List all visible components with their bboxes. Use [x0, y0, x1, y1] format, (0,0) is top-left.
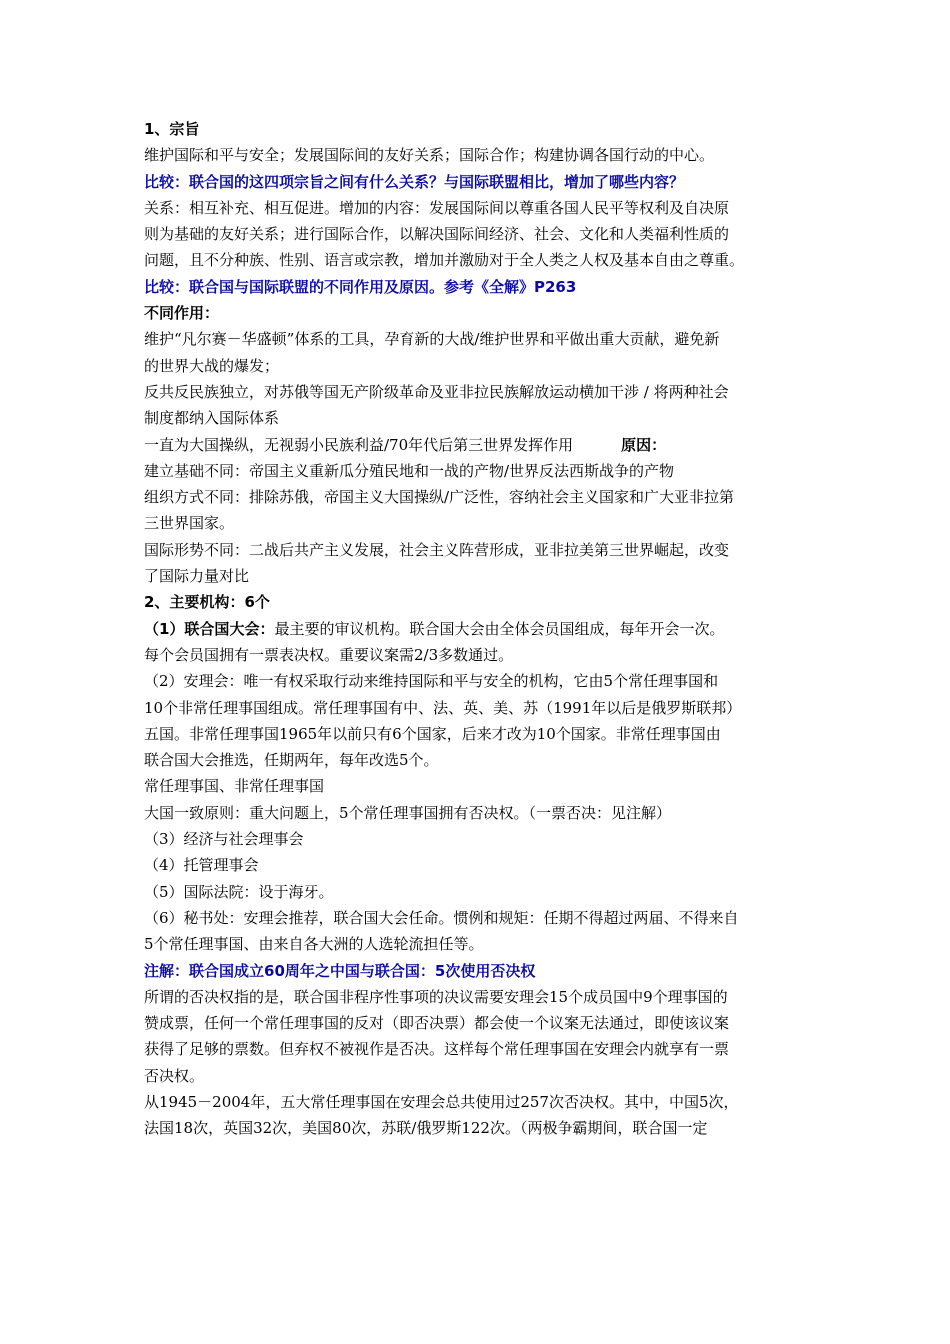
paragraph-line: 联合国大会推选，任期两年，每年改选5个。 — [144, 751, 439, 770]
paragraph-line: 的世界大战的爆发； — [144, 356, 280, 375]
paragraph-line: 了国际力量对比 — [144, 567, 250, 586]
paragraph-line: 大国一致原则：重大问题上，5个常任理事国拥有否决权。（一票否决：见注解） — [144, 803, 672, 822]
item-heading: （1）联合国大会： — [144, 619, 275, 638]
paragraph-line: 维护“凡尔赛－华盛顿”体系的工具，孕育新的大战/维护世界和平做出重大贡献，避免新 — [144, 330, 720, 349]
paragraph-line: 五国。非常任理事国1965年以前只有6个国家，后来才改为10个国家。非常任理事国由 — [144, 724, 721, 743]
paragraph-line: 赞成票，任何一个常任理事国的反对（即否决票）都会使一个议案无法通过，即使该议案 — [144, 1014, 730, 1033]
paragraph-line: 反共反民族独立，对苏俄等国无产阶级革命及亚非拉民族解放运动横加干涉 / 将两种社会 — [144, 382, 729, 401]
question-heading: 比较：联合国的这四项宗旨之间有什么关系？与国际联盟相比，增加了哪些内容？ — [144, 172, 685, 191]
paragraph-line: （2）安理会：唯一有权采取行动来维持国际和平与安全的机构，它由5个常任理事国和 — [144, 672, 719, 691]
paragraph-line: 5个常任理事国、由来自各大洲的人选轮流担任等。 — [144, 935, 484, 954]
paragraph-line: 获得了足够的票数。但弃权不被视作是否决。这样每个常任理事国在安理会内就享有一票 — [144, 1040, 730, 1059]
paragraph-line: 从1945－2004年，五大常任理事国在安理会总共使用过257次否决权。其中，中国5次， — [144, 1092, 739, 1111]
paragraph-line: 关系：相互补充、相互促进。增加的内容：发展国际间以尊重各国人民平等权利及自决原 — [144, 198, 730, 217]
paragraph-text: 最主要的审议机构。联合国大会由全体会员国组成，每年开会一次。 — [274, 619, 725, 638]
section-heading: 1、宗旨 — [144, 120, 200, 138]
paragraph-line: 建立基础不同：帝国主义重新瓜分殖民地和一战的产物/世界反法西斯战争的产物 — [144, 461, 675, 480]
paragraph-line: 组织方式不同：排除苏俄，帝国主义大国操纵/广泛性，容纳社会主义国家和广大亚非拉第 — [144, 488, 735, 507]
paragraph-line: 问题，且不分种族、性别、语言或宗教，增加并激励对于全人类之人权及基本自由之尊重。 — [144, 251, 745, 270]
paragraph-line: 三世界国家。 — [144, 514, 235, 533]
paragraph-line: （3）经济与社会理事会 — [144, 830, 304, 849]
paragraph-text: 一直为大国操纵，无视弱小民族利益/70年代后第三世界发挥作用 — [144, 435, 574, 454]
subheading: 不同作用： — [144, 304, 220, 323]
paragraph-line: 所谓的否决权指的是，联合国非程序性事项的决议需要安理会15个成员国中9个理事国的 — [144, 987, 728, 1006]
paragraph-line: （5）国际法院：设于海牙。 — [144, 882, 334, 901]
paragraph-line: 则为基础的友好关系；进行国际合作，以解决国际间经济、社会、文化和人类福利性质的 — [144, 225, 730, 244]
paragraph-line: 制度都纳入国际体系 — [144, 409, 280, 428]
paragraph-line: 10个非常任理事国组成。常任理事国有中、法、英、美、苏（1991年以后是俄罗斯联邦） — [144, 698, 742, 717]
subheading: 原因： — [621, 435, 667, 454]
paragraph-line: （4）托管理事会 — [144, 856, 259, 875]
section-heading: 2、主要机构：6个 — [144, 593, 270, 612]
paragraph-line: 法国18次，英国32次，美国80次，苏联/俄罗斯122次。（两极争霸期间，联合国一定 — [144, 1119, 708, 1138]
document-page — [144, 116, 814, 1142]
question-heading: 比较：联合国与国际联盟的不同作用及原因。参考《全解》P263 — [144, 277, 577, 296]
paragraph-line: （6）秘书处：安理会推荐，联合国大会任命。惯例和规矩：任期不得超过两届、不得来自 — [144, 908, 739, 927]
paragraph-line: 常任理事国、非常任理事国 — [144, 777, 325, 796]
paragraph-line-with-heading — [144, 432, 814, 458]
paragraph-line: 否决权。 — [144, 1066, 205, 1085]
note-heading: 注解：联合国成立60周年之中国与联合国：5次使用否决权 — [144, 961, 536, 980]
paragraph-line-with-heading — [144, 616, 814, 642]
paragraph-line: 维护国际和平与安全；发展国际间的友好关系；国际合作；构建协调各国行动的中心。 — [144, 146, 715, 165]
paragraph-line: 每个会员国拥有一票表决权。重要议案需2/3多数通过。 — [144, 645, 514, 664]
paragraph-line: 国际形势不同：二战后共产主义发展，社会主义阵营形成，亚非拉美第三世界崛起，改变 — [144, 540, 730, 559]
